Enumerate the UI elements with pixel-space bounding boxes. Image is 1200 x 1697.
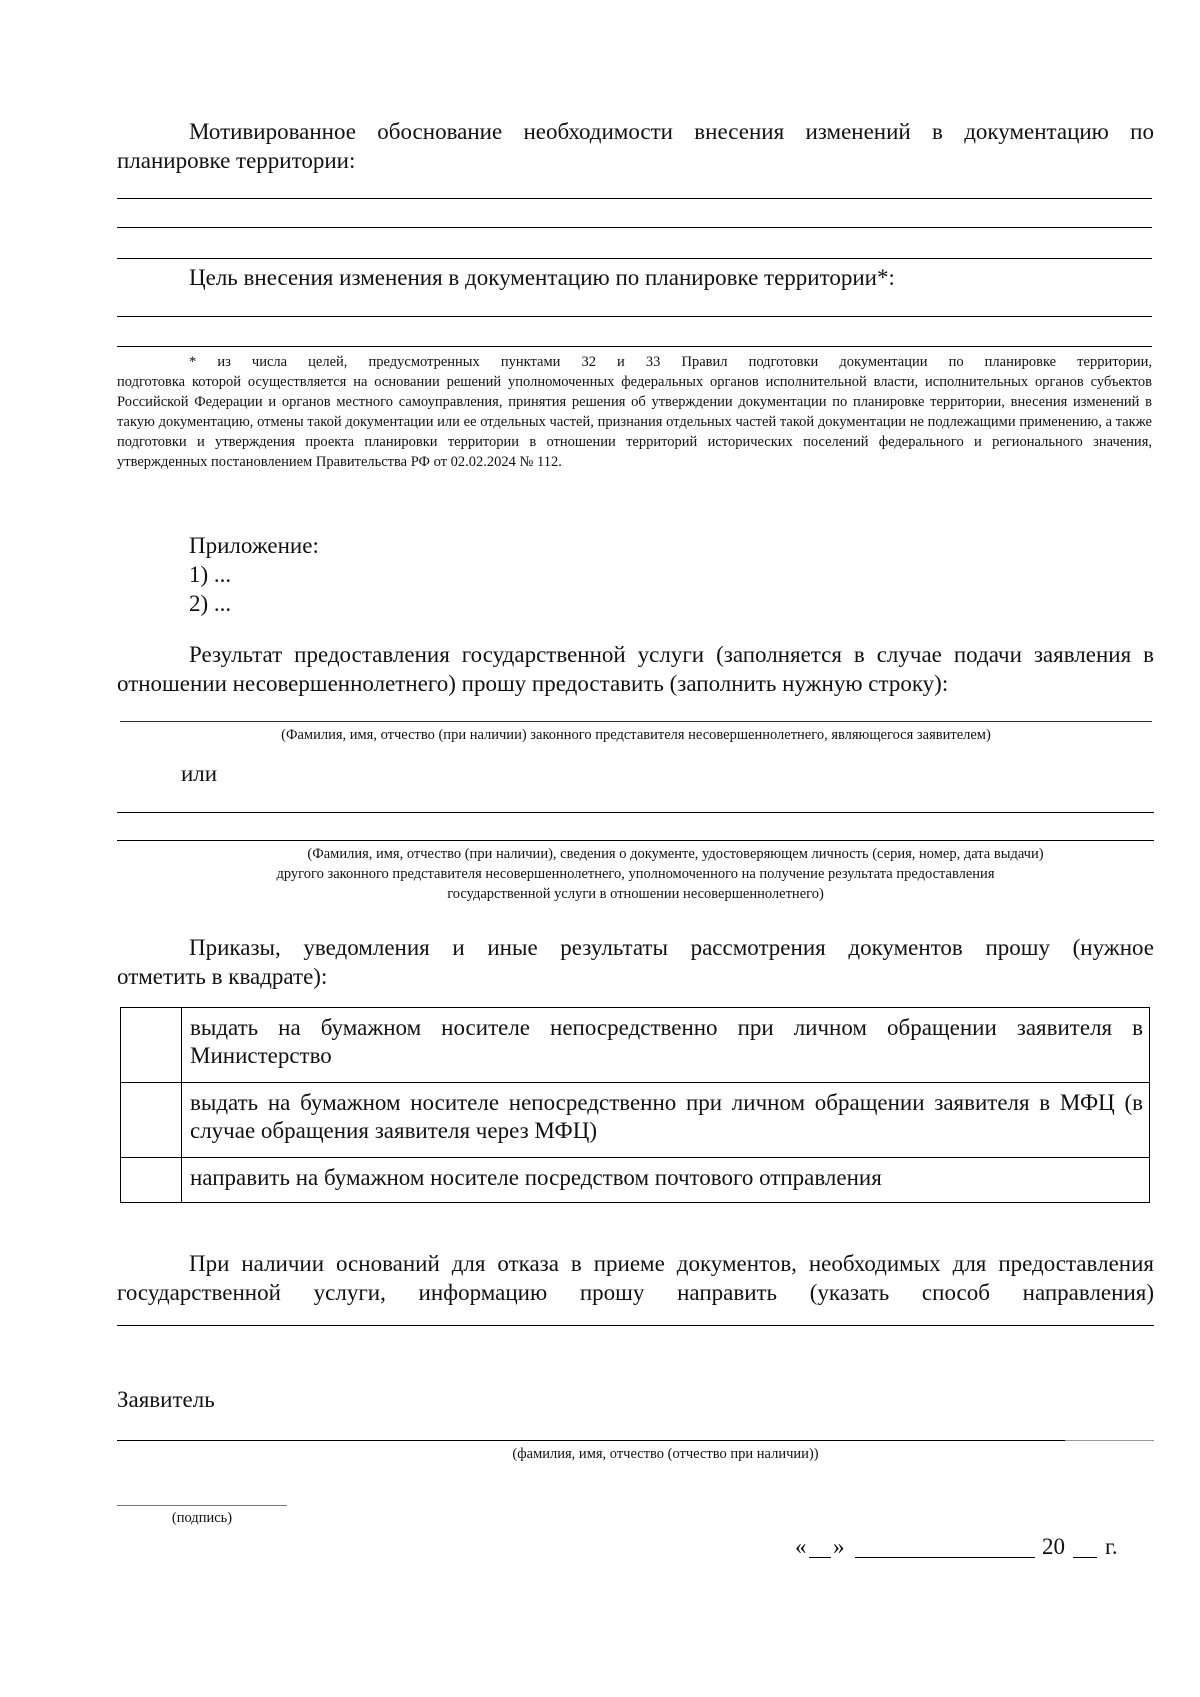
date-year-suffix: г. — [1105, 1534, 1118, 1559]
legal-rep-caption: (Фамилия, имя, отчество (при наличии) законного представителя несовершеннолетнего, являющегося заявителем) — [281, 727, 991, 743]
applicant-label: Заявитель — [117, 1387, 215, 1412]
date-year-prefix: 20 — [1042, 1534, 1065, 1559]
refusal-method-input-line[interactable] — [117, 1325, 1154, 1326]
result-text — [117, 640, 1154, 698]
date-open-quote: « — [795, 1534, 807, 1559]
date-year-input[interactable] — [1073, 1557, 1097, 1558]
date-field — [795, 1532, 1130, 1564]
option-checkbox[interactable] — [121, 1158, 182, 1203]
orders-line2: отметить в квадрате): — [117, 964, 328, 989]
option-label: выдать на бумажном носителе непосредственно при личном обращении заявителя в МФЦ (в случае обращения заявителя через МФЦ) — [182, 1083, 1150, 1158]
date-day-input[interactable] — [809, 1557, 831, 1558]
attachment-item: 1) ... — [189, 562, 232, 587]
refusal-line1: При наличии оснований для отказа в приеме документов, необходимых для предоставления — [189, 1251, 1154, 1276]
delivery-options-table — [120, 1007, 1150, 1203]
applicant-name-input-line[interactable] — [117, 1440, 1065, 1441]
justification-line1: Мотивированное обоснование необходимости внесения изменений в документацию по — [189, 119, 1154, 144]
option-checkbox[interactable] — [121, 1008, 182, 1083]
purpose-label: Цель внесения изменения в документацию по планировке территории*: — [189, 265, 895, 290]
applicant-name-input-line-tail — [1065, 1440, 1154, 1441]
orders-line1: Приказы, уведомления и иные результаты рассмотрения документов прошу (нужное — [189, 935, 1154, 960]
refusal-text — [117, 1249, 1154, 1307]
other-rep-input-line-1[interactable] — [117, 812, 1154, 813]
option-label: направить на бумажном носителе посредством почтового отправления — [182, 1158, 1150, 1203]
table-row — [121, 1158, 1150, 1203]
result-line1: Результат предоставления государственной услуги (заполняется в случае подачи заявления в — [189, 642, 1154, 667]
other-rep-caption-line1: (Фамилия, имя, отчество (при наличии), сведения о документе, удостоверяющем личность (серия, номер, дата выдачи) — [307, 846, 1044, 862]
signature-caption: (подпись) — [171, 1510, 233, 1526]
refusal-line2: государственной услуги, информацию прошу направить (указать способ направления) — [117, 1280, 1154, 1305]
justification-input-line-1[interactable] — [117, 198, 1152, 199]
signature-input-line[interactable] — [117, 1505, 287, 1506]
justification-input-line-3[interactable] — [117, 258, 1152, 259]
footnote — [117, 352, 1152, 472]
other-rep-input-line-2[interactable] — [117, 840, 1154, 841]
legal-rep-input-line[interactable] — [120, 721, 1152, 722]
other-rep-caption-line2: другого законного представителя несовершеннолетнего, уполномоченного на получение результата предоставления — [276, 866, 995, 882]
purpose-input-line-2[interactable] — [117, 346, 1152, 347]
or-label: или — [181, 761, 218, 786]
justification-line2: планировке территории: — [117, 148, 356, 173]
applicant-name-caption: (фамилия, имя, отчество (отчество при наличии)) — [512, 1446, 819, 1462]
result-line2: отношении несовершеннолетнего) прошу предоставить (заполнить нужную строку): — [117, 671, 949, 696]
attachments-label: Приложение: — [189, 533, 319, 558]
option-checkbox[interactable] — [121, 1083, 182, 1158]
orders-text — [117, 933, 1154, 991]
other-rep-caption-line3: государственной услуги в отношении несовершеннолетнего) — [447, 886, 824, 902]
footnote-first-line: * из числа целей, предусмотренных пунктами 32 и 33 Правил подготовки документации по планировке территории, — [189, 354, 1152, 370]
footnote-rest: подготовка которой осуществляется на основании решений уполномоченных федеральных органов исполнительной власти, исполнительных органов субъектов Российской Федерации и органов местного самоуправления, принятия решения об утверждении документации по планировке территории, внесения изменений в такую документацию, отмены такой документации или ее отдельных частей, признания отдельных частей такой документации не подлежащими применению, а также подготовки и утверждения проекта планировки территории в отношении территорий исторических поселений федерального и регионального значения, утвержденных постановлением Правительства РФ от 02.02.2024 № 112. — [117, 374, 1152, 470]
justification-input-line-2[interactable] — [117, 227, 1152, 228]
purpose-input-line-1[interactable] — [117, 316, 1152, 317]
table-row — [121, 1083, 1150, 1158]
date-month-input[interactable] — [855, 1557, 1035, 1558]
date-close-quote: » — [833, 1534, 845, 1559]
attachment-item: 2) ... — [189, 591, 232, 616]
table-row — [121, 1008, 1150, 1083]
option-label: выдать на бумажном носителе непосредственно при личном обращении заявителя в Министерство — [182, 1008, 1150, 1083]
attachments — [189, 531, 319, 618]
justification-text — [117, 117, 1154, 175]
other-rep-caption — [117, 844, 1154, 904]
